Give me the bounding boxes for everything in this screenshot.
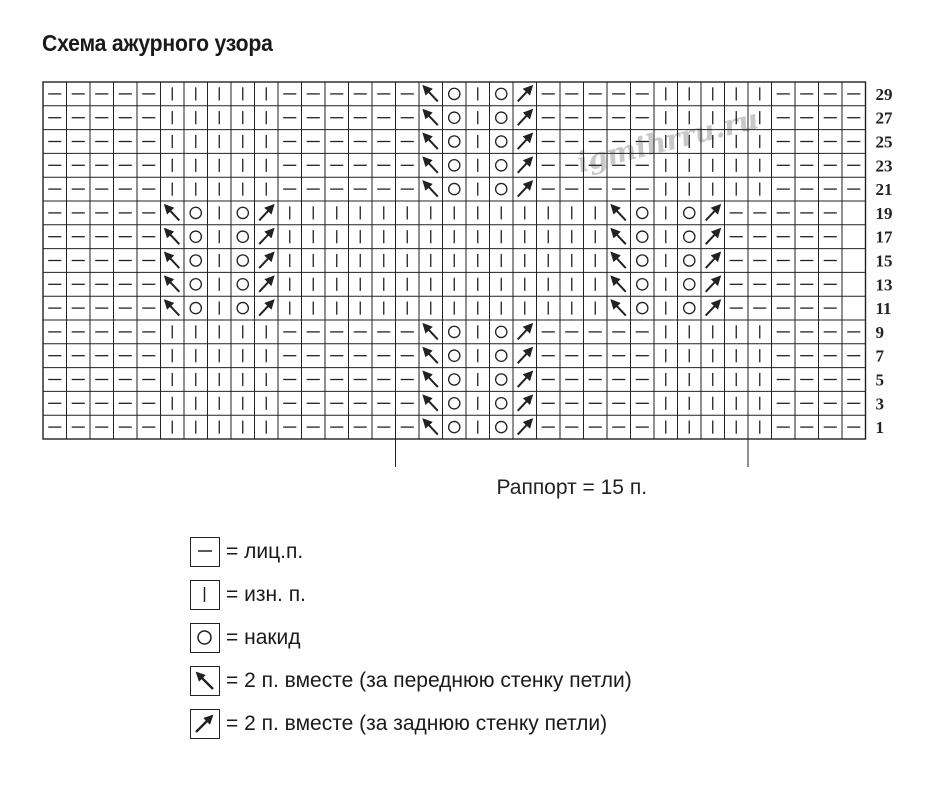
yarnover-symbol [496, 421, 507, 432]
k2tog-back-symbol [706, 229, 720, 244]
chart-row [48, 158, 860, 173]
arrow-up-right-symbol-icon-graphic [191, 710, 221, 740]
yarnover-symbol [496, 326, 507, 337]
yarnover-symbol [449, 374, 460, 385]
legend-item-knit [190, 535, 303, 569]
k2tog-front-symbol [424, 324, 438, 339]
k2tog-front-symbol [424, 372, 438, 387]
chart-row [48, 396, 860, 411]
k2tog-back-symbol [706, 301, 720, 316]
yarnover-symbol [684, 255, 695, 266]
k2tog-back-symbol [706, 205, 720, 220]
k2tog-front-symbol [165, 253, 179, 268]
k2tog-back-symbol [518, 324, 532, 339]
k2tog-front-symbol [424, 420, 438, 435]
k2tog-front-symbol [424, 86, 438, 101]
k2tog-front-symbol [165, 229, 179, 244]
k2tog-front-symbol [165, 205, 179, 220]
yarnover-symbol [190, 255, 201, 266]
chart-row [48, 372, 860, 387]
yarnover-symbol [449, 350, 460, 361]
arrow-up-left-symbol-icon [190, 666, 220, 696]
legend-label: = изн. п. [226, 583, 306, 606]
k2tog-front-symbol [165, 277, 179, 292]
yarnover-symbol [496, 183, 507, 194]
yarnover-symbol [449, 326, 460, 337]
yarnover-symbol [496, 136, 507, 147]
repeat-label: Раппорт = 15 п. [496, 476, 648, 499]
arrow-up-right-symbol-icon [190, 709, 220, 739]
yarnover-symbol [496, 350, 507, 361]
chart-row [48, 86, 860, 101]
yarnover-symbol [237, 207, 248, 218]
yarnover-symbol [190, 231, 201, 242]
legend-label: = лиц.п. [226, 540, 304, 563]
yarnover-symbol [190, 279, 201, 290]
k2tog-back-symbol [518, 372, 532, 387]
yarnover-symbol [449, 421, 460, 432]
k2tog-back-symbol [518, 158, 532, 173]
k2tog-back-symbol [518, 348, 532, 363]
yarnover-symbol [684, 207, 695, 218]
k2tog-back-symbol [518, 110, 532, 125]
k2tog-back-symbol [518, 396, 532, 411]
k2tog-front-symbol [424, 348, 438, 363]
yarnover-symbol [496, 112, 507, 123]
k2tog-front-symbol [165, 301, 179, 316]
row-number-label: 21 [875, 180, 893, 200]
row-number-label: 17 [875, 227, 893, 247]
row-number-label: 11 [875, 299, 892, 319]
k2tog-back-symbol [518, 182, 532, 197]
yarnover-symbol [637, 255, 648, 266]
dash-symbol-icon-graphic [191, 538, 221, 568]
legend-item-k2tog_back [190, 707, 607, 741]
k2tog-back-symbol [259, 301, 273, 316]
yarnover-symbol [449, 112, 460, 123]
yarnover-symbol [496, 88, 507, 99]
k2tog-back-symbol [259, 253, 273, 268]
legend-label: = накид [226, 626, 301, 649]
row-number-label: 19 [875, 203, 893, 223]
chart-row [48, 182, 860, 197]
yarnover-symbol [190, 207, 201, 218]
circle-symbol-icon [190, 623, 220, 653]
chart-row [48, 324, 860, 339]
vertical-bar-symbol-icon [190, 580, 220, 610]
k2tog-back-symbol [706, 277, 720, 292]
arrow-up-left-symbol-icon-graphic [191, 667, 221, 697]
k2tog-front-symbol [612, 205, 626, 220]
chart-row [48, 348, 860, 363]
legend-label: = 2 п. вместе (за переднюю стенку петли) [226, 669, 632, 692]
yarnover-symbol [449, 183, 460, 194]
yarnover-symbol [449, 136, 460, 147]
k2tog-front-symbol [424, 396, 438, 411]
k2tog-front-symbol [612, 301, 626, 316]
yarnover-symbol [637, 231, 648, 242]
yarnover-symbol [449, 398, 460, 409]
k2tog-front-symbol [424, 134, 438, 149]
row-number-label: 7 [875, 346, 884, 366]
yarnover-symbol [237, 255, 248, 266]
legend-item-k2tog_front [190, 664, 632, 698]
yarnover-symbol [496, 398, 507, 409]
row-number-label: 3 [875, 394, 884, 414]
row-number-label: 23 [875, 156, 893, 176]
legend-item-yarnover [190, 621, 301, 655]
yarnover-symbol [496, 160, 507, 171]
diagram-title: Схема ажурного узора [42, 30, 273, 56]
legend-label: = 2 п. вместе (за заднюю стенку петли) [226, 712, 608, 735]
watermark-text: igmihrru.ru [573, 102, 762, 180]
yarnover-symbol [637, 207, 648, 218]
yarnover-symbol [237, 279, 248, 290]
k2tog-front-symbol [612, 277, 626, 292]
row-number-label: 1 [875, 418, 884, 438]
row-number-label: 25 [875, 132, 893, 152]
k2tog-back-symbol [706, 253, 720, 268]
dash-symbol-icon [190, 537, 220, 567]
k2tog-back-symbol [518, 86, 532, 101]
chart-row [48, 420, 860, 435]
yarnover-symbol [684, 302, 695, 313]
k2tog-front-symbol [424, 182, 438, 197]
row-labels [876, 85, 894, 437]
k2tog-back-symbol [259, 205, 273, 220]
row-number-label: 5 [875, 370, 884, 390]
yarnover-symbol [449, 88, 460, 99]
k2tog-front-symbol [612, 229, 626, 244]
k2tog-back-symbol [259, 277, 273, 292]
vertical-bar-symbol-icon-graphic [191, 581, 221, 611]
legend-item-purl [190, 578, 306, 612]
row-number-label: 9 [875, 322, 884, 342]
k2tog-front-symbol [424, 158, 438, 173]
yarnover-symbol [684, 279, 695, 290]
yarnover-symbol [637, 302, 648, 313]
yarnover-symbol [449, 160, 460, 171]
yarnover-symbol [237, 302, 248, 313]
row-number-label: 13 [875, 275, 893, 295]
k2tog-back-symbol [518, 134, 532, 149]
row-number-label: 29 [875, 84, 893, 104]
row-number-label: 27 [875, 108, 893, 128]
k2tog-front-symbol [424, 110, 438, 125]
k2tog-front-symbol [612, 253, 626, 268]
yarnover-symbol [190, 302, 201, 313]
yarnover-symbol [684, 231, 695, 242]
k2tog-back-symbol [259, 229, 273, 244]
yarnover-symbol [637, 279, 648, 290]
yarnover-symbol [237, 231, 248, 242]
row-number-label: 15 [875, 251, 893, 271]
k2tog-back-symbol [518, 420, 532, 435]
yarnover-symbol [496, 374, 507, 385]
circle-symbol-icon-graphic [191, 624, 221, 654]
